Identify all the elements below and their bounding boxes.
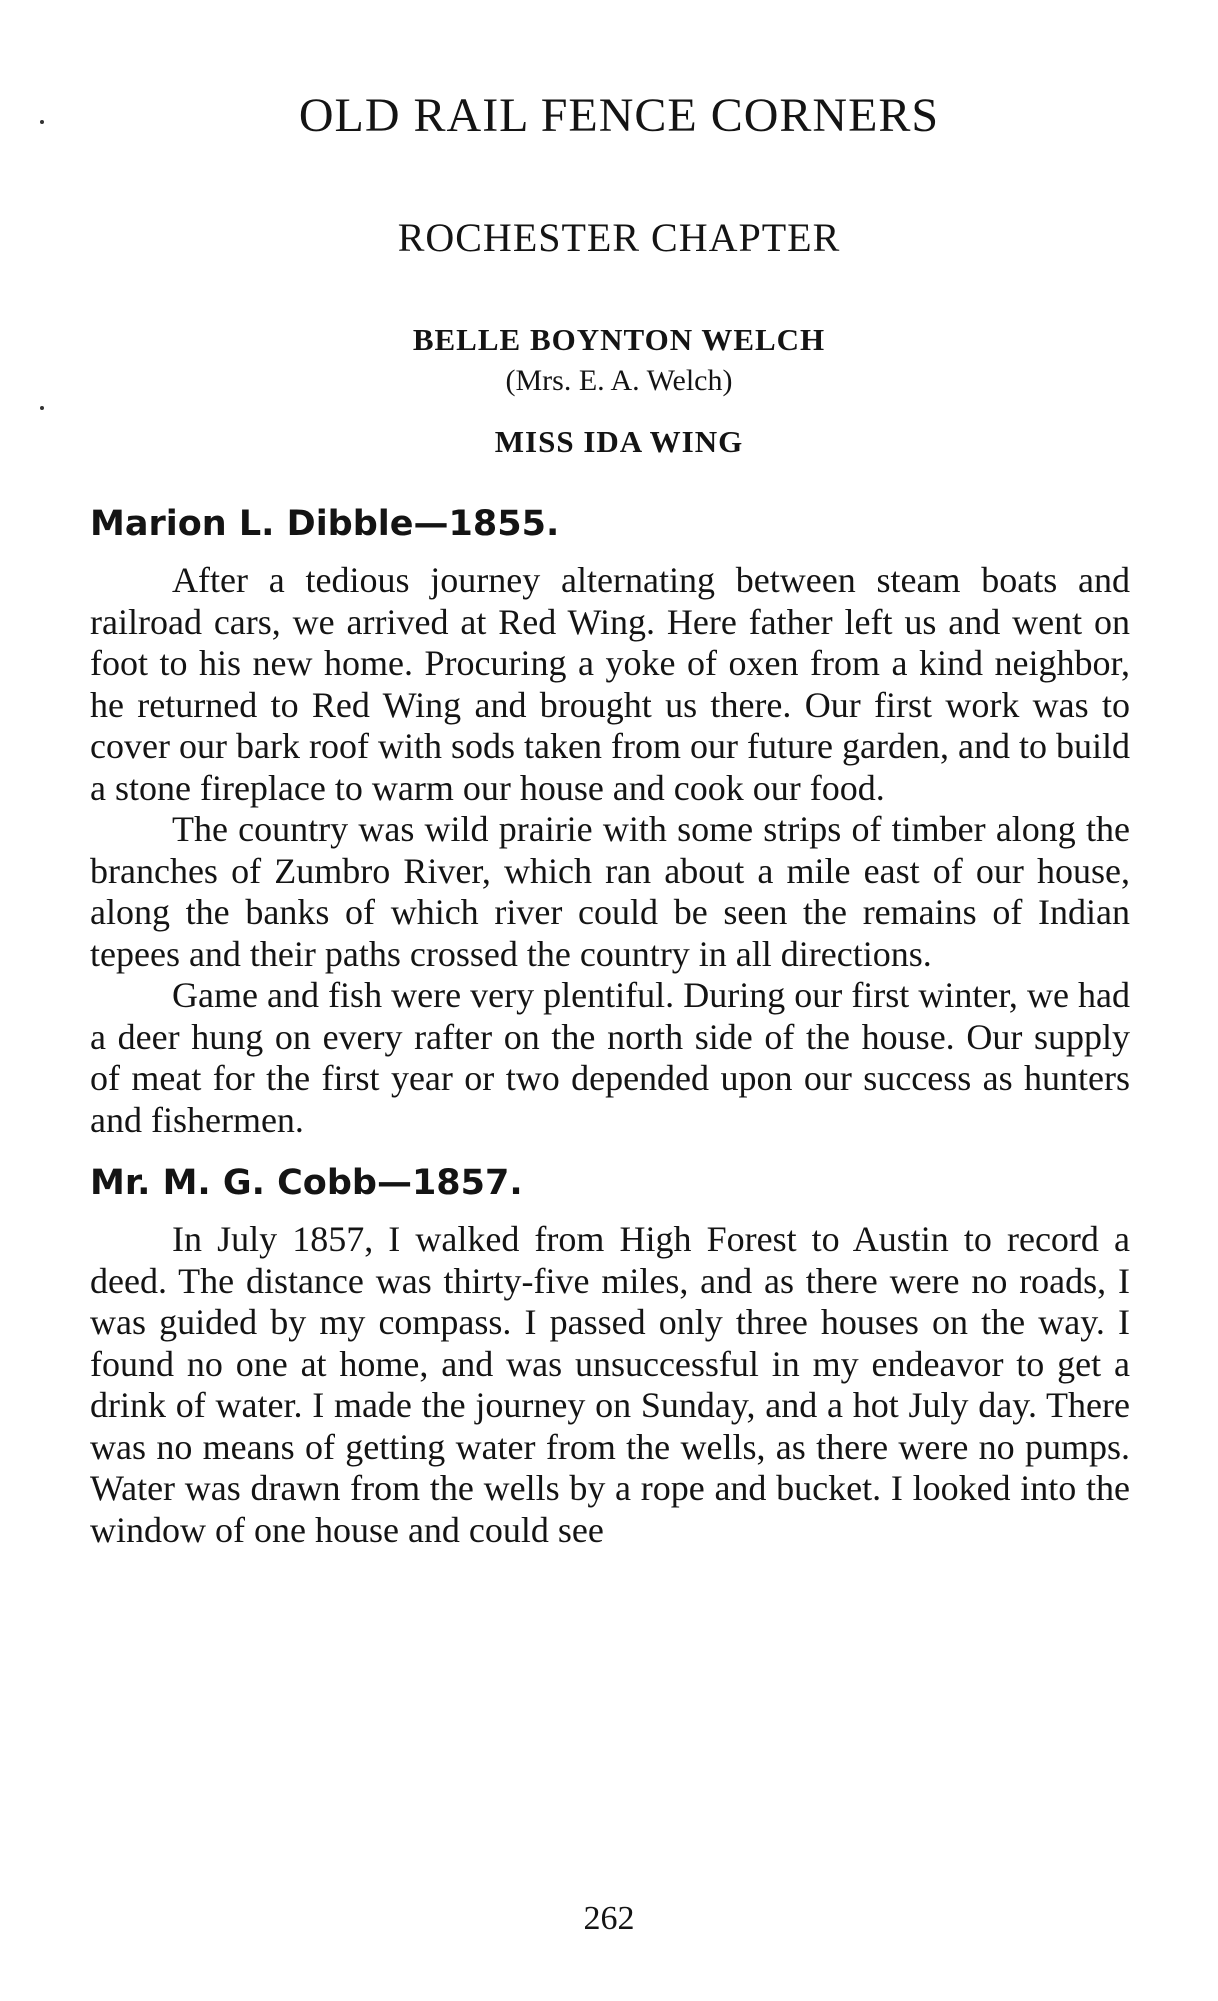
margin-speck bbox=[40, 406, 44, 410]
section-cobb bbox=[90, 1159, 1130, 1551]
running-title: OLD RAIL FENCE CORNERS bbox=[298, 89, 940, 142]
author-name: BELLE BOYNTON WELCH bbox=[412, 322, 826, 357]
chapter-title: ROCHESTER CHAPTER bbox=[397, 215, 841, 260]
section-heading: Marion L. Dibble—1855. bbox=[90, 504, 560, 544]
section-dibble bbox=[90, 500, 1130, 1141]
paragraph: Game and fish were very plentiful. During our first winter, we had a deer hung on every rafter on the north side of the house. Our supply of meat for the first year or two depended upon our success as hunters and fishermen. bbox=[90, 975, 1130, 1140]
paragraph: The country was wild prairie with some strips of timber along the branches of Zumbro River, which ran about a mile east of our house, along the banks of which river could be seen the remains of Indian tepees and their paths crossed the country in all directions. bbox=[90, 809, 1130, 974]
section-heading: Mr. M. G. Cobb—1857. bbox=[90, 1163, 523, 1203]
paragraph: In July 1857, I walked from High Forest to Austin to record a deed. The distance was thirty-five miles, and as there were no roads, I was guided by my compass. I passed only three houses on the way. I found no one at home, and was unsuccessful in my endeavor to get a drink of water. I made the journey on Sunday, and a hot July day. There was no means of getting water from the wells, as there were no pumps. Water was drawn from the wells by a rope and bucket. I looked into the window of one house and could see bbox=[90, 1219, 1130, 1550]
author-note: (Mrs. E. A. Welch) bbox=[505, 364, 733, 397]
body-text bbox=[90, 500, 1130, 1551]
author-name: MISS IDA WING bbox=[494, 424, 744, 459]
page-number: 262 bbox=[583, 1900, 635, 1937]
paragraph: After a tedious journey alternating between steam boats and railroad cars, we arrived at Red Wing. Here father left us and went on foot to his new home. Procuring a yoke of oxen from a kind neighbor, he returned to Red Wing and brought us there. Our first work was to cover our bark roof with sods taken from our future garden, and to build a stone fireplace to warm our house and cook our food. bbox=[90, 560, 1130, 808]
